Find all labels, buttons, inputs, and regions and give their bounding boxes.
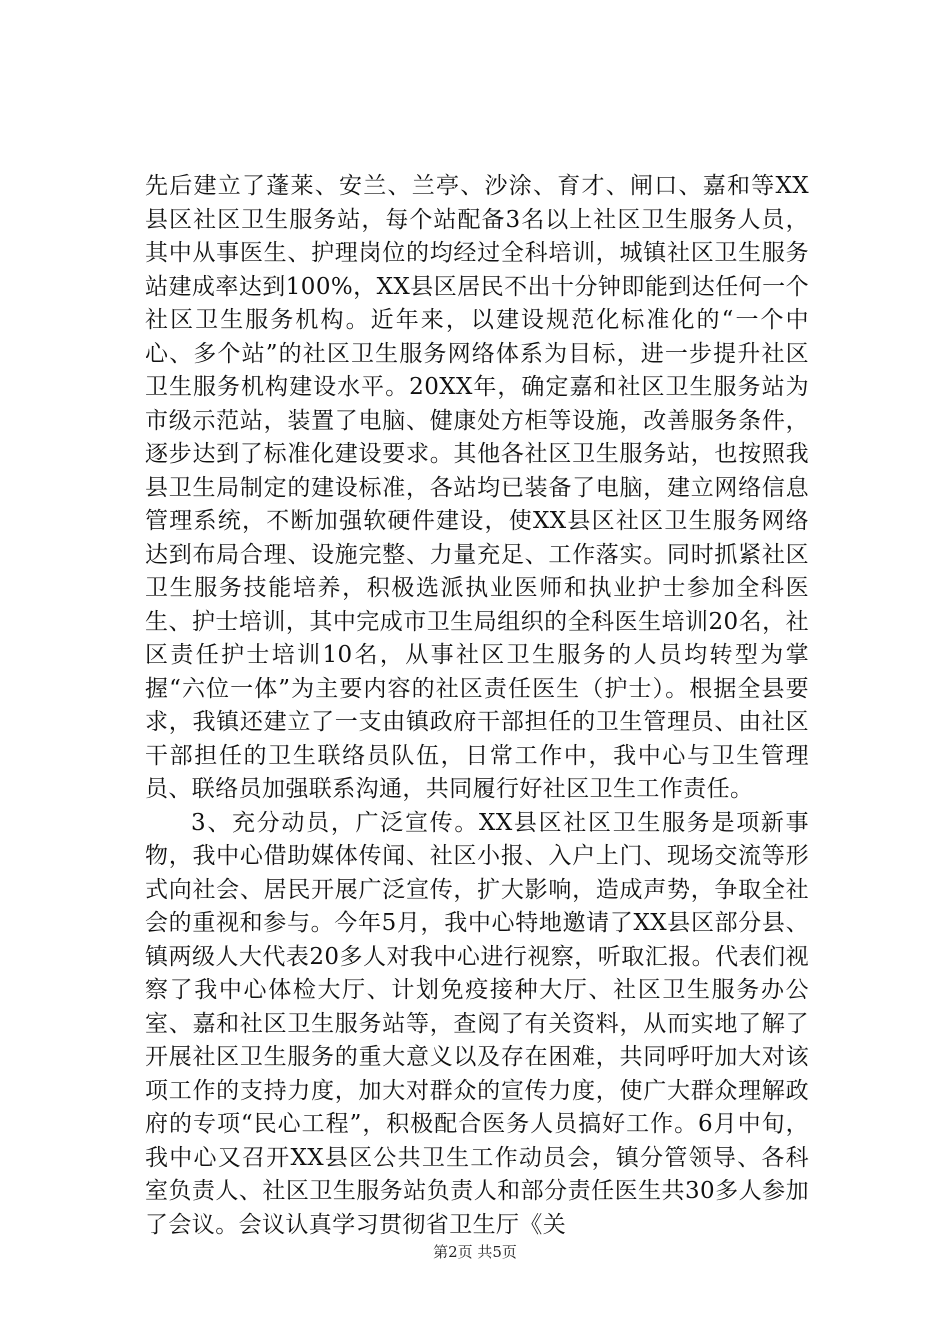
paragraph-2: 3、充分动员，广泛宣传。XX县区社区卫生服务是项新事物，我中心借助媒体传闻、社区小报、入户上门、现场交流等形式向社会、居民开展广泛宣传，扩大影响，造成声势，争取全社会的重视和参与。今年5月，我中心特地邀请了XX县区部分县、镇两级人大代表20多人对我中心进行视察，听取汇报。代表们视察了我中心体检大厅、计划免疫接种大厅、社区卫生服务办公室、嘉和社区卫生服务站等，查阅了有关资料，从而实地了解了开展社区卫生服务的重大意义以及存在困难，共同呼吁加大对该项工作的支持力度，加大对群众的宣传力度，使广大群众理解政府的专项“民心工程”，积极配合医务人员搞好工作。6月中旬，我中心又召开XX县区公共卫生工作动员会，镇分管领导、各科室负责人、社区卫生服务站负责人和部分责任医生共30多人参加了会议。会议认真学习贯彻省卫生厅《关 [145,809,809,1238]
paragraph-1: 先后建立了蓬莱、安兰、兰亭、沙涂、育才、闸口、嘉和等XX县区社区卫生服务站，每个站配备3名以上社区卫生服务人员，其中从事医生、护理岗位的均经过全科培训，城镇社区卫生服务站建成率达到100%，XX县区居民不出十分钟即能到达任何一个社区卫生服务机构。近年来，以建设规范化标准化的“一个中心、多个站”的社区卫生服务网络体系为目标，进一步提升社区卫生服务机构建设水平。20XX年，确定嘉和社区卫生服务站为市级示范站，装置了电脑、健康处方柜等设施，改善服务条件，逐步达到了标准化建设要求。其他各社区卫生服务站，也按照我县卫生局制定的建设标准，各站均已装备了电脑，建立网络信息管理系统，不断加强软硬件建设，使XX县区社区卫生服务网络达到布局合理、设施完整、力量充足、工作落实。同时抓紧社区卫生服务技能培养，积极选派执业医师和执业护士参加全科医生、护士培训，其中完成市卫生局组织的全科医生培训20名，社区责任护士培训10名，从事社区卫生服务的人员均转型为掌握“六位一体”为主要内容的社区责任医生（护士）。根据全县要求，我镇还建立了一支由镇政府干部担任的卫生管理员、由社区干部担任的卫生联络员队伍，日常工作中，我中心与卫生管理员、联络员加强联系沟通，共同履行好社区卫生工作责任。 [145,173,809,802]
document-body [145,170,809,1242]
page-footer: 第2页 共5页 [433,1243,517,1261]
